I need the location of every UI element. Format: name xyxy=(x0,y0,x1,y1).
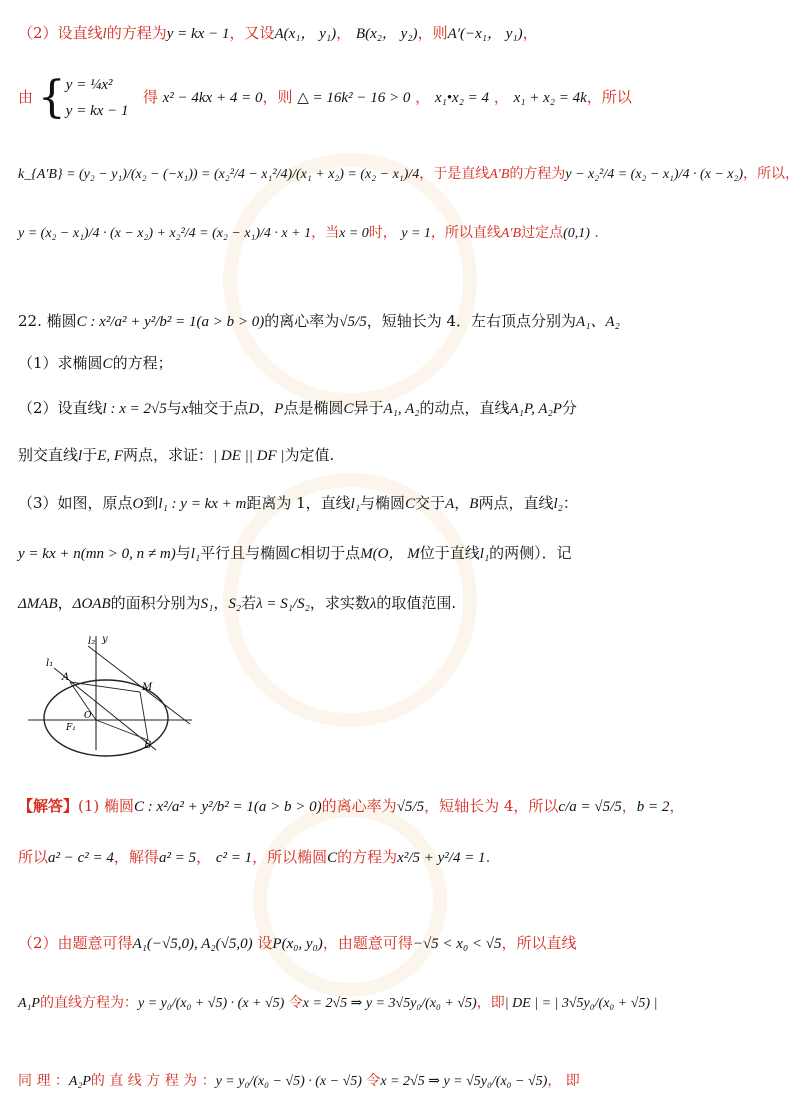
math: y = y₀/(x₀ − √5) · (x − √5) xyxy=(215,1074,362,1089)
math: x₁•x₂ = 4 xyxy=(434,90,490,106)
ans1-line: 【解答】(1) 椭圆C : x²/a² + y²/b² = 1(a > b > 0)的离心率为√5/5，短轴长为 4，所以c/a = √5/5，b = 2， xyxy=(18,797,685,815)
label-y: y xyxy=(102,634,108,645)
eq1: y = ¼x² xyxy=(65,77,113,93)
math: b = 2 xyxy=(636,799,670,815)
text: 令 xyxy=(366,1073,381,1089)
math: λ = S₁/S₂ xyxy=(256,596,310,612)
q22-line xyxy=(18,310,696,333)
math: (0,1) xyxy=(563,226,590,241)
math-slope: k_{A′B} = (y₂ − y₁)/(x₂ − (−x₁)) = (x₂²/4 − x₁²/4)/(x₁ + x₂) = (x₂ − x₁)/4 xyxy=(18,167,420,182)
text: 交于 xyxy=(415,494,446,512)
math: C xyxy=(343,401,354,417)
math: C xyxy=(405,496,416,512)
text: 的动点，直线 xyxy=(419,399,510,417)
question-number: 22. xyxy=(18,312,42,330)
math: √5/5 xyxy=(396,799,425,815)
text: ，则 xyxy=(262,88,293,106)
text: ，短轴长为 4．左右顶点分别为 xyxy=(366,312,577,330)
ans3-line xyxy=(18,932,696,955)
math: −√5 < x₀ < √5 xyxy=(412,936,502,952)
ans2-line: 所以a² − c² = 4，解得a² = 5， c² = 1，所以椭圆C的方程为x²/5 + y²/4 = 1. xyxy=(18,848,491,866)
text: 别交直线 xyxy=(18,446,79,464)
eq2: y = kx − 1 xyxy=(65,103,129,119)
text: ， xyxy=(454,494,470,512)
text: 若 xyxy=(241,594,257,612)
math: ΔOAB xyxy=(72,596,111,612)
math: C xyxy=(290,546,301,562)
q3-line1 xyxy=(18,492,696,515)
math: A₂P xyxy=(68,1074,91,1089)
math: l : x = 2√5 xyxy=(102,401,167,417)
ans5-line xyxy=(18,1070,696,1093)
system-line: 由 { y = ¼x² y = kx − 1 得 x² − 4kx + 4 = 0，则 △ = 16k² − 16 > 0 ， x₁•x₂ = 4 ， x₁ + x₂ = 4k，所以 xyxy=(18,72,632,123)
text: ， xyxy=(259,399,275,417)
text: 与 xyxy=(175,544,191,562)
text: ，由题意可得 xyxy=(322,934,413,952)
math: y = y₀/(x₀ + √5) · (x + √5) xyxy=(137,996,285,1011)
math: y = (x₂ − x₁)/4 · (x − x₂) + x₂²/4 = (x₂ − x₁)/4 · x + 1 xyxy=(18,226,312,241)
math: A₁P xyxy=(18,996,40,1011)
q2-line2 xyxy=(18,444,696,467)
math: x² − 4kx + 4 = 0 xyxy=(162,90,263,106)
text: 轴交于点 xyxy=(188,399,249,417)
text: （2）设直线 xyxy=(18,24,103,42)
label-F1: F₁ xyxy=(66,723,76,733)
segment-OA xyxy=(70,682,96,720)
q2-line1 xyxy=(18,397,696,420)
label-O: O xyxy=(84,711,92,721)
math: A xyxy=(445,496,455,512)
text: ，所以， xyxy=(743,166,799,182)
text: 平行且与椭圆 xyxy=(200,544,291,562)
ellipse-figure xyxy=(20,632,200,752)
text: ，所以椭圆 xyxy=(252,848,328,866)
label-l1: l₁ xyxy=(46,658,54,669)
text: ，所以 xyxy=(586,88,632,106)
text: （3）如图，原点 xyxy=(18,494,133,512)
text: 的方程为 xyxy=(106,24,167,42)
text: （2）设直线 xyxy=(18,399,103,417)
math: l₁ xyxy=(350,496,361,512)
text: 椭圆 xyxy=(46,312,77,330)
text: ， xyxy=(57,594,73,612)
text: 距离为 1，直线 xyxy=(246,494,351,512)
text: ， xyxy=(213,594,229,612)
math: x₁ + x₂ = 4k xyxy=(513,90,587,106)
text: 与椭圆 xyxy=(360,494,406,512)
line-eq: y = (x₂ − x₁)/4 · (x − x₂) + x₂²/4 = (x₂ − x₁)/4 · x + 1，当x = 0时， y = 1，所以直线A′B过定点(0,1) . xyxy=(18,225,599,241)
text: ，所以直线 xyxy=(501,934,577,952)
math: A₁P, A₂P xyxy=(509,401,562,417)
math: C : x²/a² + y²/b² = 1(a > b > 0) xyxy=(76,314,265,330)
math: C : x²/a² + y²/b² = 1(a > b > 0) xyxy=(134,799,322,815)
math: E, F xyxy=(97,448,124,464)
math: △ = 16k² − 16 > 0 xyxy=(297,90,411,106)
math: O xyxy=(132,496,144,512)
math: D xyxy=(248,401,260,417)
text: ，即 xyxy=(476,995,505,1011)
q3-line2 xyxy=(18,542,696,565)
text: 所以 xyxy=(18,848,49,866)
text: ， 即 xyxy=(547,1073,580,1089)
text: 的 直 线 方 程 为 ： xyxy=(90,1073,216,1089)
text: 异于 xyxy=(353,399,384,417)
label-l2: l₂ xyxy=(88,636,96,647)
text: 的面积分别为 xyxy=(110,594,201,612)
math: A′B xyxy=(500,226,522,241)
math: C xyxy=(327,850,338,866)
label-A: A xyxy=(62,672,70,683)
math: l₂ xyxy=(553,496,563,512)
segment-MB xyxy=(140,692,148,740)
text: 分 xyxy=(561,399,577,417)
text: 两点，求证： xyxy=(123,446,214,464)
text: ： xyxy=(562,494,578,512)
math-l: l xyxy=(102,26,107,42)
text: ，则 xyxy=(417,24,448,42)
text: ，于是直线 xyxy=(419,166,490,182)
text: 相切于点 xyxy=(300,544,361,562)
text: 与 xyxy=(166,399,182,417)
math: c² = 1 xyxy=(215,850,253,866)
slope-line xyxy=(18,163,799,186)
p2-line1: （2）设直线l的方程为y = kx − 1，又设A(x₁， y₁)， B(x₂， y₂)，则A′(−x₁， y₁)， xyxy=(18,24,538,42)
text: 过定点 xyxy=(521,225,564,241)
math: x = 2√5 ⇒ y = 3√5y₀/(x₀ + √5) xyxy=(302,996,477,1011)
text: 同 理 ： xyxy=(18,1073,69,1089)
math: √5/5 xyxy=(339,314,367,330)
text: 于 xyxy=(82,446,98,464)
math: y − x₂²/4 = (x₂ − x₁)/4 · (x − x₂) xyxy=(565,167,744,182)
math: x = 0 xyxy=(339,226,369,241)
label-M: M xyxy=(142,682,153,693)
math: l xyxy=(78,448,83,464)
math: y = kx + n(mn > 0, n ≠ m) xyxy=(18,546,176,562)
math: M(O， M xyxy=(360,546,420,562)
label-B: B xyxy=(144,740,152,751)
math: l₁ : y = kx + m xyxy=(158,496,247,512)
text: ，所以直线 xyxy=(430,225,501,241)
math: A₁、A₂ xyxy=(576,314,620,330)
line-l2 xyxy=(88,646,190,724)
math: A₁(−√5,0), A₂(√5,0) xyxy=(132,936,253,952)
text: ，短轴长为 4，所以 xyxy=(424,797,559,815)
math-eq: y = kx − 1 xyxy=(166,26,230,42)
math: x xyxy=(181,401,189,417)
q3-line3 xyxy=(18,592,696,615)
math: B xyxy=(469,496,479,512)
math: P(x₀, y₀) xyxy=(272,936,323,952)
answer-tag: 【解答】 xyxy=(18,797,79,815)
text: 的取值范围. xyxy=(376,594,457,612)
segment-AM xyxy=(70,682,140,692)
math-A: A(x₁， y₁) xyxy=(274,26,337,42)
math: | DE | = | 3√5y₀/(x₀ + √5) | xyxy=(504,996,658,1011)
math: c/a = √5/5 xyxy=(558,799,622,815)
text: 到 xyxy=(143,494,159,512)
text: （1）求椭圆 xyxy=(18,354,103,372)
q1-line xyxy=(18,352,696,375)
text: 得 xyxy=(142,88,158,106)
text: 位于直线 xyxy=(419,544,480,562)
math: l₁ xyxy=(190,546,201,562)
text: 令 xyxy=(288,995,303,1011)
system-eqs xyxy=(66,72,129,124)
text: ，求实数 xyxy=(309,594,370,612)
text: ，又设 xyxy=(229,24,275,42)
text: (1) 椭圆 xyxy=(78,797,135,815)
math: P xyxy=(274,401,284,417)
text: 的方程； xyxy=(112,354,173,372)
math: ΔMAB xyxy=(18,596,58,612)
math: A′B xyxy=(489,167,510,182)
text: ，解得 xyxy=(113,848,159,866)
math-B: B(x₂， y₂) xyxy=(355,26,418,42)
text: 点是椭圆 xyxy=(283,399,344,417)
math: l₁ xyxy=(479,546,490,562)
text: 的方程为 xyxy=(509,166,566,182)
math: a² = 5 xyxy=(158,850,197,866)
text: 设 xyxy=(257,934,273,952)
math-Aprime: A′(−x₁， y₁) xyxy=(447,26,523,42)
text: ，当 xyxy=(311,225,340,241)
text: 的离心率为 xyxy=(264,312,340,330)
math: a² − c² = 4 xyxy=(48,850,114,866)
math: | DE || DF | xyxy=(213,448,285,464)
text: 的离心率为 xyxy=(321,797,397,815)
text: 时， xyxy=(368,225,397,241)
ans4-line xyxy=(18,992,696,1015)
math: x²/5 + y²/4 = 1 xyxy=(397,850,486,866)
text: 为定值. xyxy=(284,446,335,464)
text: 由 xyxy=(18,88,34,106)
math: S₂ xyxy=(228,596,242,612)
math: x = 2√5 ⇒ y = √5y₀/(x₀ − √5) xyxy=(380,1074,548,1089)
math: y = 1 xyxy=(401,226,431,241)
text: 的方程为 xyxy=(337,848,398,866)
math: S₁ xyxy=(200,596,214,612)
text: 两点，直线 xyxy=(478,494,554,512)
math: C xyxy=(102,356,113,372)
math: λ xyxy=(369,596,377,612)
text: 的两侧）．记 xyxy=(489,544,572,562)
brace: { xyxy=(37,72,66,123)
text: 的直线方程为： xyxy=(39,995,138,1011)
math: A₁, A₂ xyxy=(383,401,420,417)
text: （2）由题意可得 xyxy=(18,934,133,952)
